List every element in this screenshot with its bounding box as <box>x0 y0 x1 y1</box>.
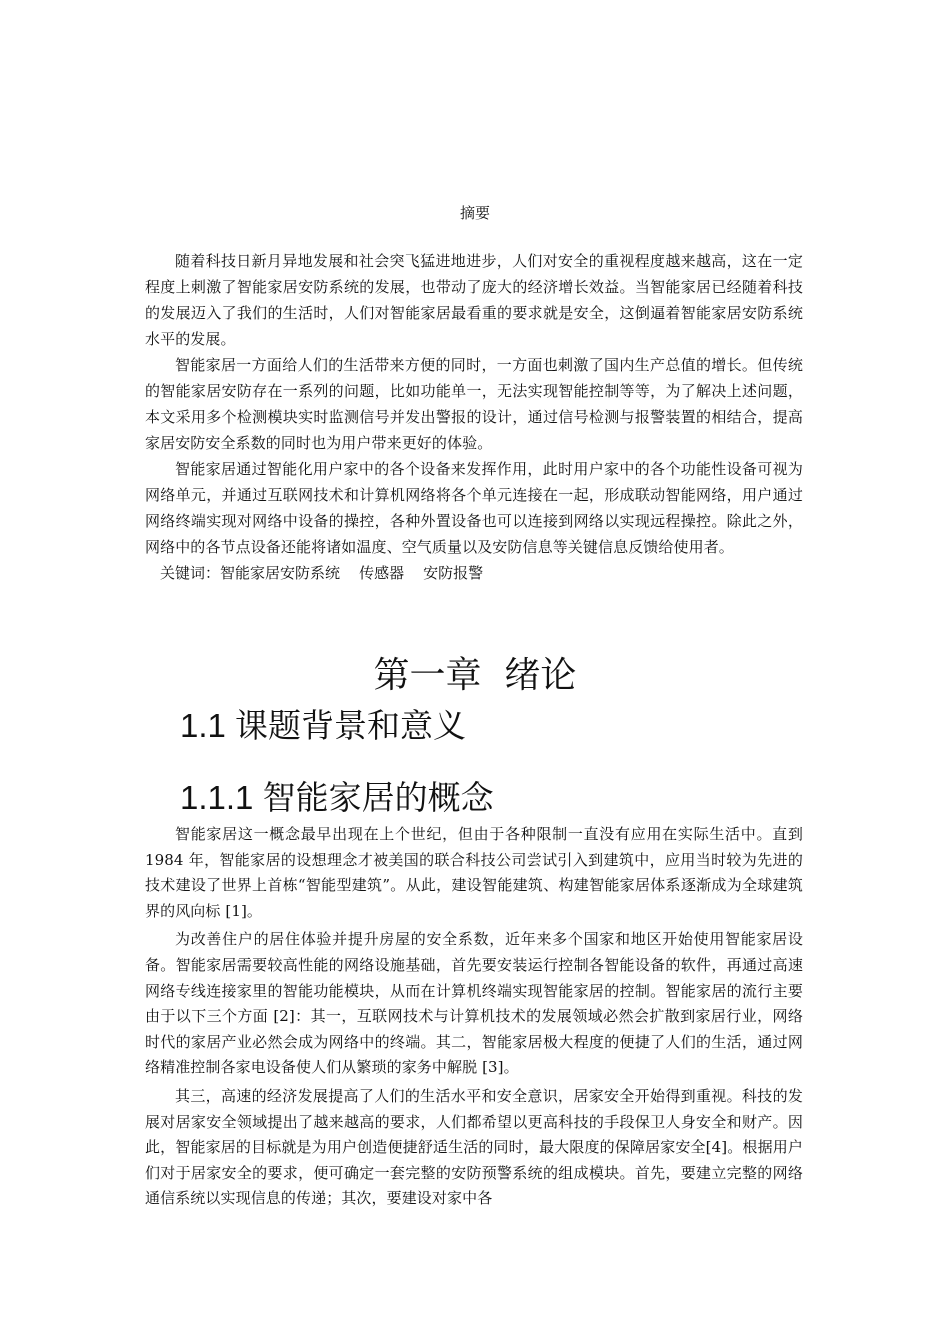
abstract-title: 摘要 <box>459 204 490 222</box>
abstract-section <box>145 248 803 586</box>
body-paragraph: 为改善住户的居住体验并提升房屋的安全系数，近年来多个国家和地区开始使用智能家居设备。智能家居需要较高性能的网络设施基础，首先要安装运行控制各智能设备的软件，再通过高速网络专线连接家里的智能功能模块，从而在计算机终端实现智能家居的控制。智能家居的流行主要由于以下三个方面 [2]：其一，互联网技术与计算机技术的发展领域必然会扩散到家居行业，网络时代的家居产业必然会成为网络中的终端。其二，智能家居极大程度的便捷了人们的生活，通过网络精准控制各家电设备使人们从繁琐的家务中解脱 [3]。 <box>145 930 803 1077</box>
section-title: 1.1 课题背景和意义 <box>180 707 467 744</box>
keywords-line: 关键词：智能家居安防系统 传感器 安防报警 <box>160 564 484 582</box>
abstract-paragraph: 随着科技日新月异地发展和社会突飞猛进地进步，人们对安全的重视程度越来越高，这在一定程度上刺激了智能家居安防系统的发展，也带动了庞大的经济增长效益。当智能家居已经随着科技的发展迈入了我们的生活时，人们对智能家居最看重的要求就是安全，这倒逼着智能家居安防系统水平的发展。 <box>145 252 803 348</box>
body-paragraph: 其三，高速的经济发展提高了人们的生活水平和安全意识，居家安全开始得到重视。科技的发展对居家安全领域提出了越来越高的要求，人们都希望以更高科技的手段保卫人身安全和财产。因此，智能家居的目标就是为用户创造便捷舒适生活的同时，最大限度的保障居家安全[4]。根据用户们对于居家安全的要求，便可确定一套完整的安防预警系统的组成模块。首先，要建立完整的网络通信系统以实现信息的传递；其次，要建设对家中各 <box>145 1086 803 1208</box>
body-paragraph: 智能家居这一概念最早出现在上个世纪，但由于各种限制一直没有应用在实际生活中。直到 1984 年，智能家居的设想理念才被美国的联合科技公司尝试引入到建筑中，应用当时较为先进的技术建设了世界上首栋“智能型建筑”。从此，建设智能建筑、构建智能家居体系逐渐成为全球建筑界的风向标 [1]。 <box>145 825 803 920</box>
subsection-title: 1.1.1 智能家居的概念 <box>180 779 494 816</box>
chapter-title: 第一章 绪论 <box>373 655 577 696</box>
abstract-paragraph: 智能家居通过智能化用户家中的各个设备来发挥作用，此时用户家中的各个功能性设备可视为网络单元，并通过互联网技术和计算机网络将各个单元连接在一起，形成联动智能网络，用户通过网络终端实现对网络中设备的操控，各种外置设备也可以连接到网络以实现远程操控。除此之外，网络中的各节点设备还能将诸如温度、空气质量以及安防信息等关键信息反馈给使用者。 <box>145 460 803 556</box>
abstract-paragraph: 智能家居一方面给人们的生活带来方便的同时，一方面也刺激了国内生产总值的增长。但传统的智能家居安防存在一系列的问题，比如功能单一，无法实现智能控制等等，为了解决上述问题，本文采用多个检测模块实时监测信号并发出警报的设计，通过信号检测与报警装置的相结合，提高家居安防安全系数的同时也为用户带来更好的体验。 <box>145 356 803 452</box>
chapter-body <box>145 822 803 1212</box>
